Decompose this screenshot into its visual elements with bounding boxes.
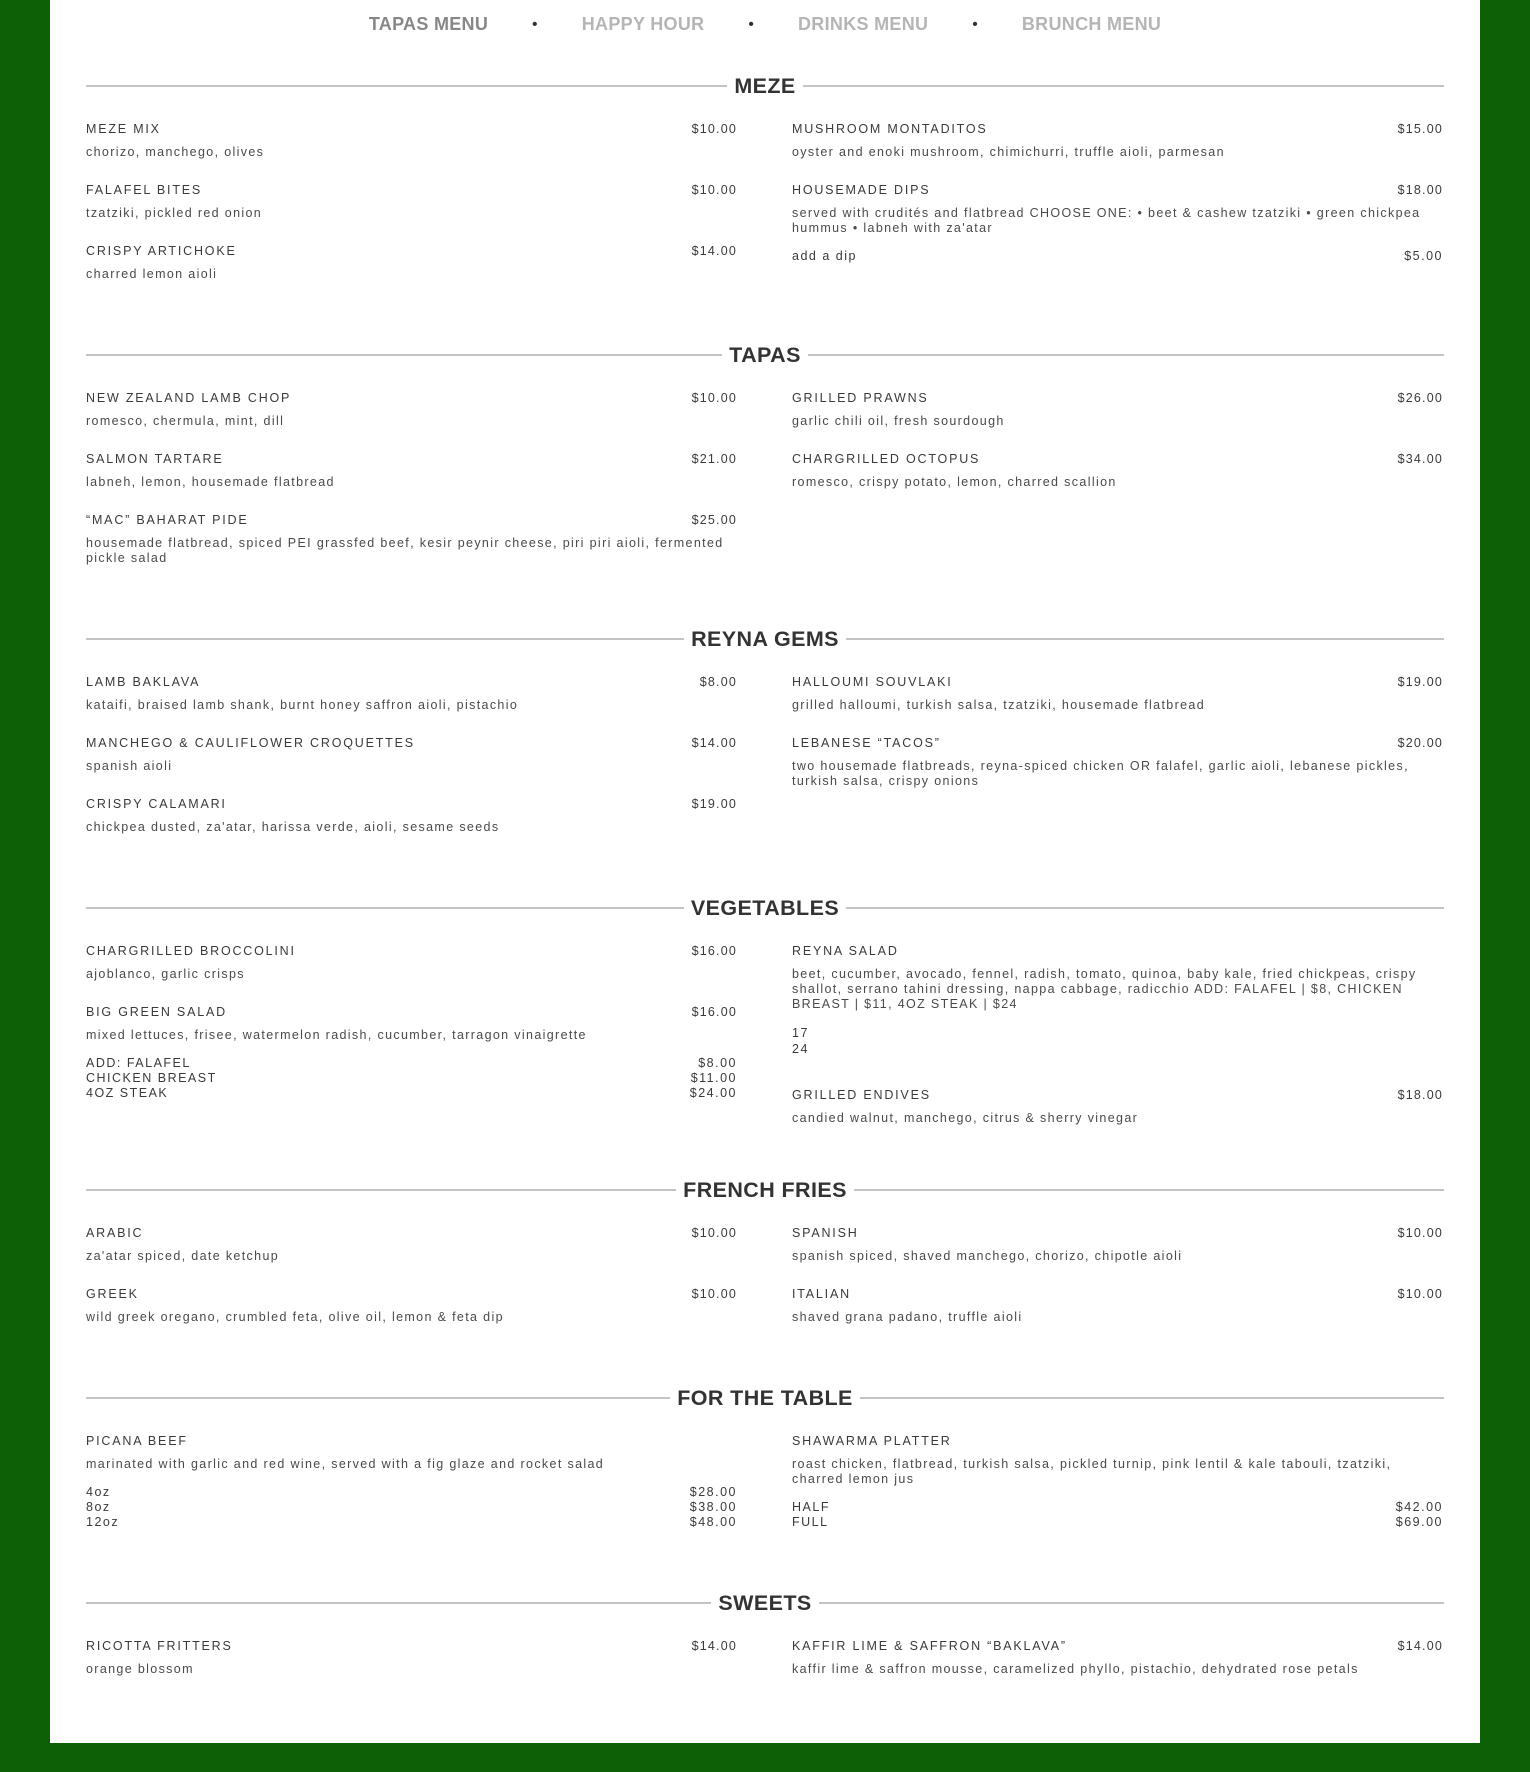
item-price: $14.00: [691, 244, 737, 258]
divider: [86, 1189, 676, 1191]
addon-price: $42.00: [1395, 1500, 1443, 1514]
nav-separator: •: [748, 16, 754, 33]
section-title: [86, 1383, 1444, 1413]
section-sweets: [86, 1588, 1444, 1676]
item-name: CRISPY CALAMARI: [86, 797, 227, 811]
item-description: chickpea dusted, za'atar, harissa verde, aioli, sesame seeds: [86, 820, 500, 834]
addon-name: 4oz: [86, 1485, 111, 1499]
addon-price: $38.00: [689, 1500, 737, 1514]
menu-item: [792, 451, 1443, 490]
item-addon: [86, 1485, 737, 1500]
menu-item: [86, 1433, 737, 1530]
addon-price: $69.00: [1395, 1515, 1443, 1529]
item-name: NEW ZEALAND LAMB CHOP: [86, 391, 292, 405]
divider: [819, 1602, 1444, 1604]
addon-name: HALF: [792, 1500, 830, 1514]
menu-item: [86, 451, 737, 490]
item-description: ajoblanco, garlic crisps: [86, 967, 245, 981]
item-addon: [792, 249, 1443, 264]
menu-nav: [50, 14, 1480, 35]
addon-price: $8.00: [698, 1056, 737, 1070]
addon-name: CHICKEN BREAST: [86, 1071, 217, 1085]
item-extra-price: 17: [792, 1026, 809, 1040]
addon-name: add a dip: [792, 249, 857, 263]
item-price: $14.00: [691, 1639, 737, 1653]
item-addon: [792, 1515, 1443, 1530]
item-description: roast chicken, flatbread, turkish salsa, pickled turnip, pink lentil & kale tabouli, tzatziki, charred lemon jus: [792, 1457, 1392, 1486]
menu-item: [792, 1638, 1443, 1677]
addon-name: ADD: FALAFEL: [86, 1056, 191, 1070]
menu-item: [86, 1004, 737, 1101]
addon-price: $11.00: [690, 1071, 737, 1085]
section-tapas: [86, 340, 1444, 565]
nav-brunch-menu[interactable]: BRUNCH MENU: [1021, 14, 1162, 34]
item-price: $14.00: [691, 736, 737, 750]
menu-item: [792, 182, 1443, 264]
item-description: labneh, lemon, housemade flatbread: [86, 475, 335, 489]
item-price: $10.00: [1397, 1226, 1443, 1240]
item-name: GRILLED ENDIVES: [792, 1088, 931, 1102]
item-description: shaved grana padano, truffle aioli: [792, 1310, 1023, 1324]
addon-name: 12oz: [86, 1515, 120, 1529]
item-description: served with crudités and flatbread CHOOSE ONE: • beet & cashew tzatziki • green chickpea hummus • labneh with za'atar: [792, 206, 1421, 235]
divider: [86, 1602, 711, 1604]
item-name: SHAWARMA PLATTER: [792, 1434, 952, 1448]
menu-item: [86, 182, 737, 221]
menu-item: [86, 796, 737, 835]
item-addon: [86, 1056, 737, 1071]
item-addon: [86, 1086, 737, 1101]
item-name: HALLOUMI SOUVLAKI: [792, 675, 953, 689]
item-description: mixed lettuces, frisee, watermelon radish, cucumber, tarragon vinaigrette: [86, 1028, 587, 1042]
section-meze: [86, 71, 1444, 281]
item-name: FALAFEL BITES: [86, 183, 203, 197]
addon-price: $28.00: [689, 1485, 737, 1499]
menu-item: [792, 943, 1443, 1057]
item-price: $19.00: [1397, 675, 1443, 689]
section-heading: FOR THE TABLE: [677, 1386, 853, 1410]
item-description: chorizo, manchego, olives: [86, 145, 265, 159]
nav-tapas-menu[interactable]: TAPAS MENU: [368, 14, 489, 34]
item-name: CHARGRILLED BROCCOLINI: [86, 944, 296, 958]
item-name: REYNA SALAD: [792, 944, 899, 958]
item-price: $21.00: [691, 452, 737, 466]
item-name: RICOTTA FRITTERS: [86, 1639, 233, 1653]
item-name: PICANA BEEF: [86, 1434, 188, 1448]
menu-item: [792, 735, 1443, 789]
addon-price: $5.00: [1404, 249, 1443, 263]
item-price: $20.00: [1397, 736, 1443, 750]
divider: [86, 85, 727, 87]
section-title: [86, 340, 1444, 370]
menu-item: [86, 1225, 737, 1264]
item-description: spanish aioli: [86, 759, 173, 773]
item-description: housemade flatbread, spiced PEI grassfed beef, kesir peynir cheese, piri piri aioli, fermented pickle salad: [86, 536, 724, 565]
item-description: za'atar spiced, date ketchup: [86, 1249, 280, 1263]
nav-happy-hour[interactable]: HAPPY HOUR: [581, 14, 705, 34]
nav-drinks-menu[interactable]: DRINKS MENU: [798, 14, 929, 34]
item-description: beet, cucumber, avocado, fennel, radish, tomato, quinoa, baby kale, fried chickpeas, crispy shallot, serrano tahini dressing, nappa cabbage, radicchio ADD: FALAFEL | $8, CHICKEN BREAST | $11, 4OZ STEAK | $24: [792, 967, 1417, 1011]
item-description: grilled halloumi, turkish salsa, tzatziki, housemade flatbread: [792, 698, 1206, 712]
menu-item: [792, 121, 1443, 160]
item-description: garlic chili oil, fresh sourdough: [792, 414, 1005, 428]
menu-item: [86, 512, 737, 566]
item-description: marinated with garlic and red wine, served with a fig glaze and rocket salad: [86, 1457, 605, 1471]
item-price: $16.00: [691, 1005, 737, 1019]
menu-item: [792, 390, 1443, 429]
divider: [808, 354, 1444, 356]
item-price: $8.00: [699, 675, 737, 689]
item-name: ITALIAN: [792, 1287, 851, 1301]
item-addon: [86, 1500, 737, 1515]
item-price: $10.00: [691, 183, 737, 197]
item-price: $10.00: [691, 1226, 737, 1240]
item-description: romesco, chermula, mint, dill: [86, 414, 285, 428]
item-name: GREEK: [86, 1287, 139, 1301]
section-title: [86, 71, 1444, 101]
section-heading: SWEETS: [718, 1591, 812, 1615]
section-french-fries: [86, 1175, 1444, 1324]
section-title: [86, 624, 1444, 654]
menu-item: [792, 1225, 1443, 1264]
item-price: $18.00: [1397, 1088, 1443, 1102]
item-name: MUSHROOM MONTADITOS: [792, 122, 988, 136]
item-description: oyster and enoki mushroom, chimichurri, truffle aioli, parmesan: [792, 145, 1225, 159]
item-name: ARABIC: [86, 1226, 144, 1240]
divider: [860, 1397, 1444, 1399]
item-price: $10.00: [691, 122, 737, 136]
item-name: MEZE MIX: [86, 122, 161, 136]
item-price: $25.00: [691, 513, 737, 527]
addon-price: $24.00: [689, 1086, 737, 1100]
item-name: GRILLED PRAWNS: [792, 391, 929, 405]
section-title: [86, 1175, 1444, 1205]
menu-item: [792, 1087, 1443, 1126]
item-extra-price: 24: [792, 1042, 809, 1056]
addon-name: 4OZ STEAK: [86, 1086, 169, 1100]
section-vegetables: [86, 893, 1444, 1125]
section-title: [86, 1588, 1444, 1618]
item-description: orange blossom: [86, 1662, 194, 1676]
nav-separator: •: [972, 16, 978, 33]
menu-item: [86, 390, 737, 429]
item-addon: [792, 1500, 1443, 1515]
addon-name: 8oz: [86, 1500, 111, 1514]
divider: [803, 85, 1444, 87]
item-addon: [86, 1071, 737, 1086]
item-name: BIG GREEN SALAD: [86, 1005, 227, 1019]
item-price: $15.00: [1397, 122, 1443, 136]
item-price: $14.00: [1397, 1639, 1443, 1653]
item-price: $10.00: [1397, 1287, 1443, 1301]
menu-page: [50, 0, 1480, 1743]
menu-item: [86, 1286, 737, 1325]
divider: [854, 1189, 1444, 1191]
item-name: MANCHEGO & CAULIFLOWER CROQUETTES: [86, 736, 415, 750]
divider: [86, 638, 684, 640]
menu-item: [86, 735, 737, 774]
menu-item: [792, 1286, 1443, 1325]
item-name: CHARGRILLED OCTOPUS: [792, 452, 981, 466]
item-description: kaffir lime & saffron mousse, caramelized phyllo, pistachio, dehydrated rose petals: [792, 1662, 1359, 1676]
item-name: KAFFIR LIME & SAFFRON “BAKLAVA”: [792, 1639, 1067, 1653]
addon-price: $48.00: [689, 1515, 737, 1529]
item-name: SALMON TARTARE: [86, 452, 224, 466]
menu-item: [86, 121, 737, 160]
item-price: $10.00: [691, 1287, 737, 1301]
section-for-the-table: [86, 1383, 1444, 1529]
item-description: kataifi, braised lamb shank, burnt honey saffron aioli, pistachio: [86, 698, 519, 712]
addon-name: FULL: [792, 1515, 829, 1529]
item-name: HOUSEMADE DIPS: [792, 183, 931, 197]
item-price: $19.00: [691, 797, 737, 811]
item-description: charred lemon aioli: [86, 267, 218, 281]
item-description: two housemade flatbreads, reyna-spiced chicken OR falafel, garlic aioli, lebanese pickles, turkish salsa, crispy onions: [792, 759, 1409, 788]
menu-item: [86, 674, 737, 713]
section-title: [86, 893, 1444, 923]
item-description: spanish spiced, shaved manchego, chorizo, chipotle aioli: [792, 1249, 1183, 1263]
nav-separator: •: [532, 16, 538, 33]
item-addon: [86, 1515, 737, 1530]
section-heading: MEZE: [734, 74, 796, 98]
item-name: LAMB BAKLAVA: [86, 675, 201, 689]
item-description: wild greek oregano, crumbled feta, olive oil, lemon & feta dip: [86, 1310, 504, 1324]
item-price: $26.00: [1397, 391, 1443, 405]
item-name: “MAC” BAHARAT PIDE: [86, 513, 249, 527]
section-reyna-gems: [86, 624, 1444, 834]
item-name: LEBANESE “TACOS”: [792, 736, 941, 750]
menu-item: [792, 674, 1443, 713]
item-description: tzatziki, pickled red onion: [86, 206, 263, 220]
divider: [86, 907, 684, 909]
item-price: $16.00: [691, 944, 737, 958]
section-heading: TAPAS: [729, 343, 801, 367]
section-heading: FRENCH FRIES: [683, 1178, 847, 1202]
menu-item: [86, 1638, 737, 1677]
item-description: candied walnut, manchego, citrus & sherry vinegar: [792, 1111, 1139, 1125]
item-name: CRISPY ARTICHOKE: [86, 244, 237, 258]
item-price: $18.00: [1397, 183, 1443, 197]
divider: [846, 907, 1444, 909]
item-description: romesco, crispy potato, lemon, charred scallion: [792, 475, 1117, 489]
section-heading: VEGETABLES: [690, 896, 840, 920]
item-price: $10.00: [691, 391, 737, 405]
menu-item: [86, 243, 737, 282]
item-name: SPANISH: [792, 1226, 859, 1240]
divider: [86, 354, 722, 356]
section-heading: REYNA GEMS: [691, 627, 839, 651]
menu-item: [86, 943, 737, 982]
menu-item: [792, 1433, 1443, 1530]
divider: [846, 638, 1444, 640]
item-price: $34.00: [1397, 452, 1443, 466]
divider: [86, 1397, 670, 1399]
